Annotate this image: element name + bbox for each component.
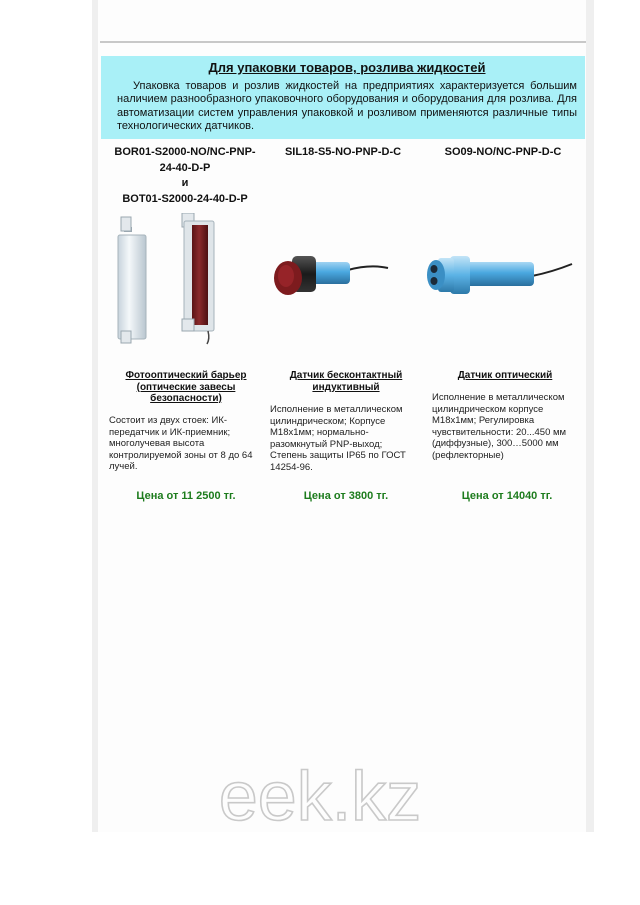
inductive-sensor-icon xyxy=(270,250,390,302)
top-divider xyxy=(100,41,586,43)
product-model: BOR01-S2000-NO/NC-PNP- 24-40-D-P и BOT01-S2000-24-40-D-P xyxy=(114,146,256,205)
product-description: Состоит из двух стоек: ИК-передатчик и ИК-приемник; многолучевая высота контролируемой зоны от 8 до 64 лучей. xyxy=(109,415,253,473)
product-model: SIL18-S5-NO-PNP-D-C xyxy=(284,146,402,158)
product-caption: Датчик бесконтактный индуктивный xyxy=(289,370,403,393)
product-description: Исполнение в металлическом цилиндрическом; Корпусе M18x1мм; нормально-разомкнутый PNP-выход; Степень защиты IP65 по ГОСТ 14254-96. xyxy=(270,404,406,473)
watermark-text: eek.kz xyxy=(218,757,422,835)
product-light-curtain xyxy=(104,145,266,207)
intro-title: Для упаковки товаров, розлива жидкостей xyxy=(208,60,486,75)
intro-text: Упаковка товаров и розлив жидкостей на предприятиях характеризуется большим наличием разнообразного упаковочного оборудования и оборудования для розлива. Для автоматизации систем управления упаковкой и розливом применяются различные типы технологических датчиков. xyxy=(117,80,577,133)
product-model: SO09-NO/NC-PNP-D-C xyxy=(444,146,562,158)
product-caption: Фотооптический барьер (оптические завесы безопасности) xyxy=(125,370,247,404)
product-optical-sensor xyxy=(422,145,584,161)
product-price: Цена от 11 2500 тг. xyxy=(136,490,236,502)
product-caption: Датчик оптический xyxy=(457,370,553,381)
optical-sensor-icon xyxy=(424,250,574,302)
product-price: Цена от 14040 тг. xyxy=(461,490,553,502)
product-inductive-sensor xyxy=(262,145,424,161)
product-description: Исполнение в металлическом цилиндрическом корпусе M18x1мм; Регулировка чувствительности: 20...450 мм (диффузные), 300…5000 мм (рефлекторные) xyxy=(432,392,567,461)
light-curtain-icon xyxy=(112,213,222,345)
intro-banner xyxy=(101,56,585,139)
product-price: Цена от 3800 тг. xyxy=(303,490,389,502)
watermark-logo xyxy=(200,748,440,838)
